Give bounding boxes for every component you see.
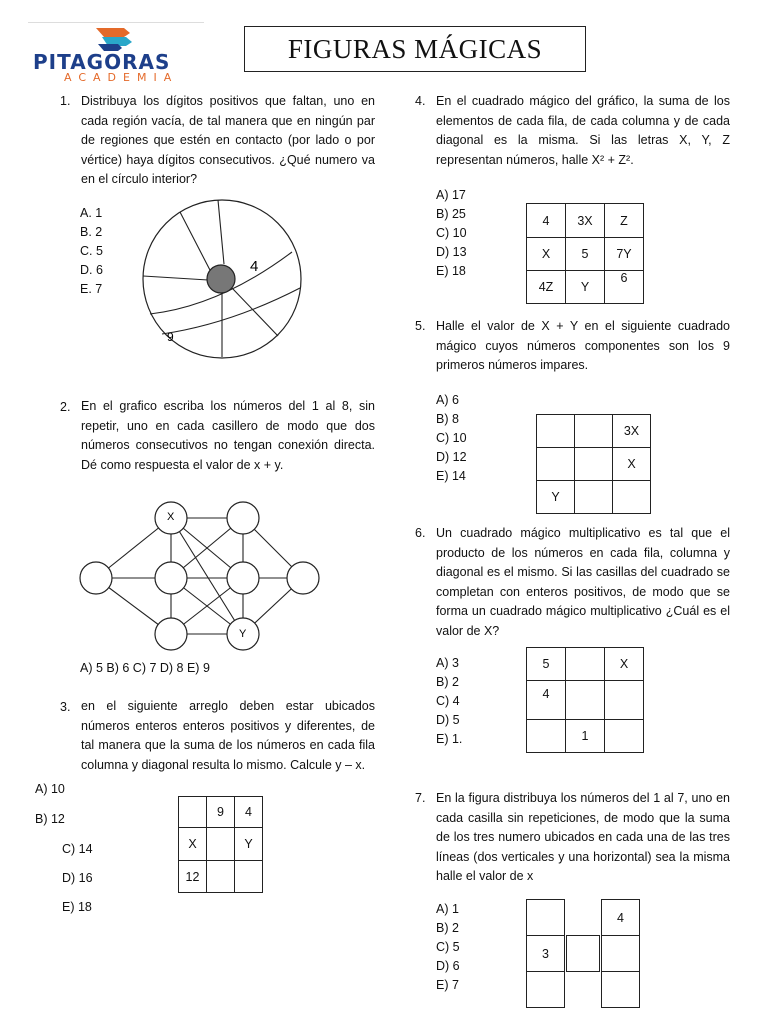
grid-cell bbox=[207, 828, 235, 861]
q5-option[interactable]: C) 10 bbox=[436, 431, 467, 445]
grid-cell: 4Z bbox=[527, 271, 566, 304]
q5-text: Halle el valor de X + Y en el siguiente cuadrado mágico cuyos números componentes son los 9 primeros números impares. bbox=[436, 319, 730, 372]
q6-grid bbox=[526, 647, 644, 753]
logo-divider bbox=[28, 22, 204, 23]
logo-subtitle: ACADEMIA bbox=[64, 71, 179, 84]
q7-text: En la figura distribuya los números del 1 al 7, uno en cada casilla sin repeticiones, de modo que la suma de los tres numero ubicados en cada una de las tres líneas (dos verticales y una horizontal) sea la misma halle el valor de x bbox=[436, 791, 730, 883]
grid-cell: 12 bbox=[179, 861, 207, 893]
q3-grid bbox=[178, 796, 263, 893]
q4-number: 4. bbox=[415, 94, 426, 108]
grid-cell: 5 bbox=[527, 648, 566, 681]
q7-option[interactable]: E) 7 bbox=[436, 978, 459, 992]
grid-cell: 3X bbox=[566, 204, 605, 238]
q2-node bbox=[80, 562, 112, 594]
grid-cell: Y bbox=[566, 271, 605, 304]
q7-option[interactable]: B) 2 bbox=[436, 921, 459, 935]
q2-label-y: Y bbox=[239, 628, 247, 640]
q1-option[interactable]: E. 7 bbox=[80, 282, 103, 296]
q3-text: en el siguiente arreglo deben estar ubicados números enteros enteros positivos y diferentes, de tal manera que la suma de los números en cada fila columna y diagonal resulta lo mismo. Calcule y – x. bbox=[81, 699, 375, 772]
grid-cell bbox=[207, 861, 235, 893]
q1-text: Distribuya los dígitos positivos que faltan, uno en cada región vacía, de tal manera que en ningún par de regiones que estén en contacto (por lado o por vértice) haya dígitos consecutivos. ¿Qué numero va en el círculo interior? bbox=[81, 94, 375, 186]
q1-option[interactable]: A. 1 bbox=[80, 206, 103, 220]
grid-cell bbox=[613, 481, 651, 514]
q7-cell: 4 bbox=[601, 899, 640, 936]
grid-cell: X bbox=[179, 828, 207, 861]
grid-cell: 7Y bbox=[605, 238, 644, 271]
q6-number: 6. bbox=[415, 526, 426, 540]
grid-cell bbox=[605, 681, 644, 720]
q5-option[interactable]: B) 8 bbox=[436, 412, 459, 426]
q6-option[interactable]: B) 2 bbox=[436, 675, 459, 689]
q2-options[interactable]: A) 5 B) 6 C) 7 D) 8 E) 9 bbox=[80, 661, 210, 675]
q2-text: En el grafico escriba los números del 1 al 8, sin repetir, uno en cada casillero de modo que dos números consecutivos no tengan conexión directa. Dé como respuesta el valor de x + y. bbox=[81, 399, 375, 472]
q5-number: 5. bbox=[415, 319, 426, 333]
q1-option[interactable]: D. 6 bbox=[80, 263, 103, 277]
grid-cell: X bbox=[527, 238, 566, 271]
grid-cell bbox=[537, 415, 575, 448]
grid-cell: 9 bbox=[207, 797, 235, 828]
q3-option[interactable]: C) 14 bbox=[62, 842, 93, 856]
grid-cell bbox=[566, 648, 605, 681]
q7-cell bbox=[526, 971, 565, 1008]
grid-cell bbox=[605, 720, 644, 753]
q5-option[interactable]: D) 12 bbox=[436, 450, 467, 464]
grid-cell: 6 bbox=[605, 271, 644, 304]
q7-number: 7. bbox=[415, 791, 426, 805]
q7-option[interactable]: D) 6 bbox=[436, 959, 460, 973]
q6-text: Un cuadrado mágico multiplicativo es tal que el producto de los números en cada fila, columna y diagonal es el mismo. Si las casillas del cuadrado se completan con enteros positivos, de modo que se forma un cuadrado mágico multiplicativo ¿Cuál es el valor de X? bbox=[436, 526, 730, 638]
grid-cell: 5 bbox=[566, 238, 605, 271]
grid-cell: 4 bbox=[235, 797, 263, 828]
grid-cell: Y bbox=[235, 828, 263, 861]
q3-number: 3. bbox=[60, 700, 71, 714]
q6-option[interactable]: C) 4 bbox=[436, 694, 460, 708]
q7-options bbox=[436, 900, 460, 995]
q4-options bbox=[436, 186, 467, 281]
grid-cell: Y bbox=[537, 481, 575, 514]
q2-node bbox=[287, 562, 319, 594]
grid-cell bbox=[566, 681, 605, 720]
q7-cell bbox=[601, 935, 640, 972]
q3-option[interactable]: A) 10 bbox=[35, 782, 65, 796]
q1-inner-circle bbox=[207, 265, 235, 293]
grid-cell: Z bbox=[605, 204, 644, 238]
q4-option[interactable]: B) 25 bbox=[436, 207, 466, 221]
q1-label-four: 4 bbox=[250, 258, 259, 275]
q7-cell bbox=[601, 971, 640, 1008]
q7-cell: 3 bbox=[526, 935, 565, 972]
q2-label-x: X bbox=[167, 511, 175, 523]
q2-number: 2. bbox=[60, 400, 71, 414]
q7-cell bbox=[526, 899, 565, 936]
q4-option[interactable]: D) 13 bbox=[436, 245, 467, 259]
q3-option[interactable]: D) 16 bbox=[62, 871, 93, 885]
q6-options bbox=[436, 654, 462, 749]
q2-node bbox=[227, 562, 259, 594]
q3-option[interactable]: B) 12 bbox=[35, 812, 65, 826]
q5-grid bbox=[536, 414, 651, 514]
q2-graph bbox=[74, 498, 328, 656]
q1-option[interactable]: B. 2 bbox=[80, 225, 103, 239]
grid-cell: X bbox=[613, 448, 651, 481]
page-title: FIGURAS MÁGICAS bbox=[244, 26, 586, 72]
q5-options bbox=[436, 391, 467, 486]
q6-option[interactable]: E) 1. bbox=[436, 732, 463, 746]
q4-option[interactable]: A) 17 bbox=[436, 188, 466, 202]
q2-node bbox=[155, 618, 187, 650]
grid-cell: 4 bbox=[527, 681, 566, 720]
q1-number: 1. bbox=[60, 94, 71, 108]
grid-cell: 4 bbox=[527, 204, 566, 238]
grid-cell bbox=[575, 415, 613, 448]
q5-option[interactable]: A) 6 bbox=[436, 393, 459, 407]
grid-cell bbox=[575, 448, 613, 481]
logo-arrows-icon bbox=[94, 24, 134, 52]
q7-option[interactable]: C) 5 bbox=[436, 940, 460, 954]
logo-name: PITAGORAS bbox=[33, 50, 171, 74]
q2-node bbox=[227, 502, 259, 534]
grid-cell bbox=[537, 448, 575, 481]
q5-option[interactable]: E) 14 bbox=[436, 469, 466, 483]
q1-options bbox=[80, 204, 103, 299]
grid-cell: 3X bbox=[613, 415, 651, 448]
q7-cell bbox=[566, 935, 600, 972]
q1-label-nine: 9 bbox=[167, 330, 174, 344]
grid-cell: 1 bbox=[566, 720, 605, 753]
q4-text: En el cuadrado mágico del gráfico, la suma de los elementos de cada fila, de cada columna y de cada diagonal es la misma. Si las letras X, Y, Z representan números, halle X² + Z². bbox=[436, 94, 730, 167]
q1-option[interactable]: C. 5 bbox=[80, 244, 103, 258]
q7-option[interactable]: A) 1 bbox=[436, 902, 459, 916]
q6-option[interactable]: A) 3 bbox=[436, 656, 459, 670]
grid-cell bbox=[575, 481, 613, 514]
q6-option[interactable]: D) 5 bbox=[436, 713, 460, 727]
grid-cell: X bbox=[605, 648, 644, 681]
grid-cell bbox=[235, 861, 263, 893]
grid-cell bbox=[527, 720, 566, 753]
q1-circle-figure bbox=[140, 196, 310, 372]
q4-option[interactable]: E) 18 bbox=[436, 264, 466, 278]
grid-cell bbox=[179, 797, 207, 828]
q4-grid bbox=[526, 203, 644, 304]
q3-option[interactable]: E) 18 bbox=[62, 900, 92, 914]
q2-node bbox=[155, 562, 187, 594]
q4-option[interactable]: C) 10 bbox=[436, 226, 467, 240]
